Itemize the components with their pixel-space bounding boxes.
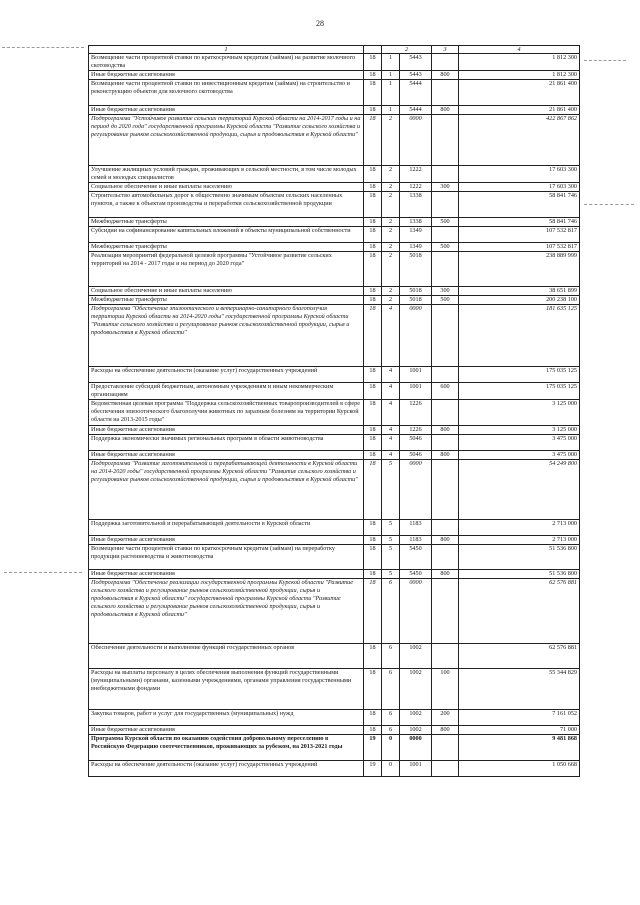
row-amount-cell: 422 867 862 [459, 115, 580, 166]
row-target-code-cell: 1002 [400, 726, 432, 735]
header-col-vr: 3 [432, 46, 459, 54]
row-program-code-cell: 19 [364, 735, 382, 761]
table-row [89, 426, 580, 435]
table-row [89, 54, 580, 71]
row-name-cell: Подпрограмма "Обеспечение реализации государственной программы Курской области "Развитие сельского хозяйства и регулирование рынков сельскохозяйственной продукции, сырья и продовольствия в Курской области" государственной программы Курской области "Развитие сельского хозяйства и регулирование рынков сельскохозяйственной продукции, сырья и продовольствия в Курской области" [89, 579, 364, 644]
table-row [89, 106, 580, 115]
row-target-code-cell: 0000 [400, 735, 432, 761]
row-name-cell: Обеспечение деятельности и выполнение функций государственных органов [89, 644, 364, 669]
table-row [89, 183, 580, 192]
row-program-code-cell: 18 [364, 710, 382, 726]
row-target-code-cell: 1226 [400, 400, 432, 426]
row-name-cell: Иные бюджетные ассигнования [89, 71, 364, 80]
row-program-code-cell: 18 [364, 520, 382, 536]
table-row [89, 252, 580, 287]
row-target-code-cell: 1222 [400, 166, 432, 183]
table-row [89, 287, 580, 296]
row-name-cell: Поддержка заготовительной и перерабатывающей деятельности в Курской области [89, 520, 364, 536]
header-col-amount: 4 [459, 46, 580, 54]
row-program-code-cell: 18 [364, 669, 382, 710]
row-amount-cell: 7 161 052 [459, 710, 580, 726]
row-program-code-cell: 18 [364, 579, 382, 644]
scan-artifact-line [584, 204, 634, 205]
row-name-cell: Подпрограмма "Устойчивое развитие сельских территорий Курской области на 2014-2017 годы и на период до 2020 года" государственной программы Курской области "Развитие сельского хозяйства и регулирование рынков сельскохозяйственной продукции, сырья и продовольствия в Курской области" [89, 115, 364, 166]
row-target-code-cell: 5018 [400, 287, 432, 296]
row-subprogram-code-cell: 1 [382, 106, 400, 115]
row-name-cell: Социальное обеспечение и иные выплаты населению [89, 287, 364, 296]
row-name-cell: Расходы на обеспечение деятельности (оказание услуг) государственных учреждений [89, 367, 364, 383]
row-amount-cell: 62 576 881 [459, 579, 580, 644]
row-subprogram-code-cell: 2 [382, 287, 400, 296]
subprogram-row [89, 579, 580, 644]
row-expense-type-cell [432, 166, 459, 183]
row-amount-cell: 3 125 000 [459, 400, 580, 426]
row-name-cell: Подпрограмма "Развитие заготовительной и перерабатывающей деятельности в Курской области на 2014-2020 годы" государственной программы Курской области "Развитие сельского хозяйства и регулирование рынков сельскохозяйственной продукции, сырья и продовольствия в Курской области" [89, 460, 364, 520]
row-expense-type-cell [432, 252, 459, 287]
row-program-code-cell: 18 [364, 80, 382, 106]
row-target-code-cell: 1002 [400, 644, 432, 669]
row-subprogram-code-cell: 2 [382, 296, 400, 305]
row-amount-cell: 1 050 668 [459, 761, 580, 777]
row-name-cell: Межбюджетные трансферты [89, 218, 364, 227]
row-target-code-cell: 1338 [400, 192, 432, 218]
row-amount-cell: 38 651 899 [459, 287, 580, 296]
row-expense-type-cell: 500 [432, 296, 459, 305]
row-target-code-cell: 1349 [400, 243, 432, 252]
row-expense-type-cell: 200 [432, 710, 459, 726]
row-name-cell: Подпрограмма "Обеспечение эпизоотического и ветеринарно-санитарного благополучия территории Курской области на 2014-2020 годы" государственной программы Курской области "Развитие сельского хозяйства и регулирование рынков сельскохозяйственной продукции, сырья и продовольствия в Курской области" [89, 305, 364, 367]
row-amount-cell: 238 889 999 [459, 252, 580, 287]
row-expense-type-cell [432, 520, 459, 536]
row-target-code-cell: 5444 [400, 106, 432, 115]
row-name-cell: Предоставление субсидий бюджетным, автономным учреждениям и иным некоммерческим организациям [89, 383, 364, 400]
row-subprogram-code-cell: 2 [382, 227, 400, 243]
row-program-code-cell: 18 [364, 644, 382, 669]
subprogram-row [89, 460, 580, 520]
table-row [89, 726, 580, 735]
row-amount-cell: 58 841 746 [459, 218, 580, 227]
row-expense-type-cell: 300 [432, 183, 459, 192]
header-col-code: 2 [382, 46, 432, 54]
row-subprogram-code-cell: 0 [382, 761, 400, 777]
row-target-code-cell: 1002 [400, 669, 432, 710]
row-amount-cell: 55 344 829 [459, 669, 580, 710]
table-row [89, 520, 580, 536]
row-expense-type-cell: 800 [432, 726, 459, 735]
row-subprogram-code-cell: 2 [382, 115, 400, 166]
row-program-code-cell: 18 [364, 71, 382, 80]
row-program-code-cell: 19 [364, 761, 382, 777]
row-amount-cell: 21 861 400 [459, 106, 580, 115]
row-subprogram-code-cell: 2 [382, 166, 400, 183]
row-amount-cell: 17 603 300 [459, 166, 580, 183]
table-row [89, 435, 580, 451]
table-row [89, 367, 580, 383]
row-program-code-cell: 18 [364, 115, 382, 166]
row-subprogram-code-cell: 5 [382, 545, 400, 570]
row-name-cell: Расходы на обеспечение деятельности (оказание услуг) государственных учреждений [89, 761, 364, 777]
row-amount-cell: 51 536 800 [459, 545, 580, 570]
row-program-code-cell: 18 [364, 218, 382, 227]
row-target-code-cell: 0000 [400, 579, 432, 644]
table-row [89, 669, 580, 710]
table-row [89, 227, 580, 243]
row-program-code-cell: 18 [364, 460, 382, 520]
row-target-code-cell: 5443 [400, 54, 432, 71]
row-subprogram-code-cell: 1 [382, 80, 400, 106]
table-row [89, 71, 580, 80]
row-program-code-cell: 18 [364, 296, 382, 305]
row-expense-type-cell: 800 [432, 71, 459, 80]
table-row [89, 710, 580, 726]
row-target-code-cell: 1226 [400, 426, 432, 435]
row-name-cell: Расходы на выплаты персоналу в целях обеспечения выполнения функций государственными (муниципальными) органами, казенными учреждениями, органами управления государственными внебюджетными фондами [89, 669, 364, 710]
row-name-cell: Межбюджетные трансферты [89, 296, 364, 305]
row-name-cell: Реализация мероприятий федеральной целевой программы "Устойчивое развитие сельских территорий на 2014 - 2017 годы и на период до 2020 года" [89, 252, 364, 287]
row-subprogram-code-cell: 5 [382, 460, 400, 520]
row-expense-type-cell: 500 [432, 218, 459, 227]
row-name-cell: Субсидии на софинансирование капитальных вложений в объекты муниципальной собственности [89, 227, 364, 243]
row-target-code-cell: 5018 [400, 296, 432, 305]
table-row [89, 192, 580, 218]
row-amount-cell: 175 035 125 [459, 367, 580, 383]
table-row [89, 80, 580, 106]
row-name-cell: Улучшение жилищных условий граждан, проживающих в сельской местности, в том числе молодых семей и молодых специалистов [89, 166, 364, 183]
row-amount-cell: 200 238 100 [459, 296, 580, 305]
row-amount-cell: 51 536 800 [459, 570, 580, 579]
row-target-code-cell: 5444 [400, 80, 432, 106]
row-subprogram-code-cell: 1 [382, 54, 400, 71]
row-expense-type-cell: 800 [432, 426, 459, 435]
table-row [89, 383, 580, 400]
row-amount-cell: 21 861 400 [459, 80, 580, 106]
row-expense-type-cell: 100 [432, 669, 459, 710]
table-row [89, 451, 580, 460]
row-expense-type-cell [432, 579, 459, 644]
row-program-code-cell: 18 [364, 227, 382, 243]
row-subprogram-code-cell: 4 [382, 435, 400, 451]
subprogram-row [89, 305, 580, 367]
row-subprogram-code-cell: 4 [382, 400, 400, 426]
row-name-cell: Возмещение части процентной ставки по краткосрочным кредитам (займам) на переработку продукции растениеводства и животноводства [89, 545, 364, 570]
row-target-code-cell: 1222 [400, 183, 432, 192]
row-expense-type-cell: 800 [432, 451, 459, 460]
budget-table [88, 45, 580, 777]
row-amount-cell: 181 635 125 [459, 305, 580, 367]
row-expense-type-cell: 600 [432, 383, 459, 400]
scan-artifact-line [2, 47, 84, 48]
row-name-cell: Иные бюджетные ассигнования [89, 426, 364, 435]
row-expense-type-cell: 800 [432, 536, 459, 545]
row-program-code-cell: 18 [364, 305, 382, 367]
row-name-cell: Строительство автомобильных дорог к общественно значимым объектам сельских населенных пунктов, а также к объектам производства и переработки сельскохозяйственной продукции [89, 192, 364, 218]
row-target-code-cell: 5046 [400, 435, 432, 451]
row-amount-cell: 107 532 817 [459, 243, 580, 252]
row-expense-type-cell [432, 761, 459, 777]
row-program-code-cell: 18 [364, 367, 382, 383]
row-subprogram-code-cell: 4 [382, 367, 400, 383]
row-target-code-cell: 1183 [400, 520, 432, 536]
row-target-code-cell: 0000 [400, 305, 432, 367]
row-program-code-cell: 18 [364, 400, 382, 426]
row-expense-type-cell [432, 54, 459, 71]
table-row [89, 166, 580, 183]
row-target-code-cell: 1001 [400, 761, 432, 777]
row-amount-cell: 17 603 300 [459, 183, 580, 192]
row-expense-type-cell [432, 227, 459, 243]
scan-artifact-line [4, 572, 82, 573]
row-program-code-cell: 18 [364, 426, 382, 435]
table-row [89, 296, 580, 305]
row-program-code-cell: 18 [364, 287, 382, 296]
row-name-cell: Возмещение части процентной ставки по инвестиционным кредитам (займам) на строительство и реконструкцию объектов для молочного скотоводства [89, 80, 364, 106]
row-subprogram-code-cell: 2 [382, 192, 400, 218]
row-program-code-cell: 18 [364, 451, 382, 460]
row-amount-cell: 62 576 881 [459, 644, 580, 669]
scan-artifact-line [584, 60, 626, 61]
row-name-cell: Программа Курской области по оказанию содействия добровольному переселению в Российскую Федерацию соотечественников, проживающих за рубежом, на 2013-2021 годы [89, 735, 364, 761]
row-expense-type-cell [432, 545, 459, 570]
row-subprogram-code-cell: 2 [382, 183, 400, 192]
row-program-code-cell: 18 [364, 54, 382, 71]
row-expense-type-cell: 800 [432, 570, 459, 579]
row-expense-type-cell [432, 192, 459, 218]
row-expense-type-cell [432, 735, 459, 761]
table-row [89, 536, 580, 545]
row-program-code-cell: 18 [364, 183, 382, 192]
subprogram-row [89, 115, 580, 166]
row-target-code-cell: 1338 [400, 218, 432, 227]
row-program-code-cell: 18 [364, 383, 382, 400]
row-program-code-cell: 18 [364, 545, 382, 570]
row-subprogram-code-cell: 2 [382, 243, 400, 252]
row-amount-cell: 54 249 800 [459, 460, 580, 520]
row-subprogram-code-cell: 5 [382, 570, 400, 579]
row-expense-type-cell [432, 367, 459, 383]
row-program-code-cell: 18 [364, 166, 382, 183]
row-expense-type-cell [432, 305, 459, 367]
row-target-code-cell: 1183 [400, 536, 432, 545]
row-expense-type-cell: 500 [432, 243, 459, 252]
row-program-code-cell: 18 [364, 570, 382, 579]
row-target-code-cell: 0000 [400, 115, 432, 166]
row-amount-cell: 3 475 000 [459, 435, 580, 451]
row-target-code-cell: 5018 [400, 252, 432, 287]
table-row [89, 243, 580, 252]
row-subprogram-code-cell: 4 [382, 426, 400, 435]
row-subprogram-code-cell: 5 [382, 520, 400, 536]
row-subprogram-code-cell: 0 [382, 735, 400, 761]
program-row [89, 735, 580, 761]
row-name-cell: Ведомственная целевая программа "Поддержка сельскохозяйственных товаропроизводителей в сфере обеспечения эпизоотического благополучия животных по заразным болезням на территории Курской области на 2013-2015 годы" [89, 400, 364, 426]
row-subprogram-code-cell: 6 [382, 579, 400, 644]
table-row [89, 218, 580, 227]
row-program-code-cell: 18 [364, 106, 382, 115]
row-subprogram-code-cell: 4 [382, 305, 400, 367]
row-target-code-cell: 5450 [400, 545, 432, 570]
row-name-cell: Возмещение части процентной ставки по краткосрочным кредитам (займам) на развитие молочного скотоводства [89, 54, 364, 71]
row-amount-cell: 2 713 000 [459, 520, 580, 536]
row-program-code-cell: 18 [364, 726, 382, 735]
table-row [89, 761, 580, 777]
row-name-cell: Социальное обеспечение и иные выплаты населению [89, 183, 364, 192]
row-name-cell: Иные бюджетные ассигнования [89, 106, 364, 115]
row-amount-cell: 9 481 868 [459, 735, 580, 761]
row-program-code-cell: 18 [364, 536, 382, 545]
row-expense-type-cell [432, 644, 459, 669]
row-program-code-cell: 18 [364, 192, 382, 218]
table-header-row [89, 46, 580, 54]
table-row [89, 400, 580, 426]
row-amount-cell: 1 812 300 [459, 71, 580, 80]
row-subprogram-code-cell: 6 [382, 669, 400, 710]
row-amount-cell: 3 125 000 [459, 426, 580, 435]
row-program-code-cell: 18 [364, 243, 382, 252]
row-subprogram-code-cell: 4 [382, 383, 400, 400]
row-expense-type-cell [432, 460, 459, 520]
row-expense-type-cell [432, 80, 459, 106]
row-target-code-cell: 1002 [400, 710, 432, 726]
header-col-name: 1 [89, 46, 364, 54]
row-target-code-cell: 0000 [400, 460, 432, 520]
row-expense-type-cell [432, 400, 459, 426]
row-subprogram-code-cell: 2 [382, 218, 400, 227]
row-subprogram-code-cell: 2 [382, 252, 400, 287]
table-row [89, 570, 580, 579]
row-program-code-cell: 18 [364, 252, 382, 287]
row-target-code-cell: 1349 [400, 227, 432, 243]
row-name-cell: Иные бюджетные ассигнования [89, 451, 364, 460]
header-col-empty [364, 46, 382, 54]
row-name-cell: Поддержка экономически значимых региональных программ в области животноводства [89, 435, 364, 451]
row-target-code-cell: 5443 [400, 71, 432, 80]
row-subprogram-code-cell: 6 [382, 644, 400, 669]
row-name-cell: Межбюджетные трансферты [89, 243, 364, 252]
row-target-code-cell: 5450 [400, 570, 432, 579]
row-program-code-cell: 18 [364, 435, 382, 451]
row-expense-type-cell: 800 [432, 106, 459, 115]
row-amount-cell: 2 713 000 [459, 536, 580, 545]
row-expense-type-cell [432, 435, 459, 451]
row-name-cell: Иные бюджетные ассигнования [89, 726, 364, 735]
row-expense-type-cell: 300 [432, 287, 459, 296]
row-amount-cell: 58 841 746 [459, 192, 580, 218]
row-subprogram-code-cell: 4 [382, 451, 400, 460]
row-target-code-cell: 1001 [400, 367, 432, 383]
row-subprogram-code-cell: 6 [382, 726, 400, 735]
table-row [89, 644, 580, 669]
row-target-code-cell: 5046 [400, 451, 432, 460]
row-subprogram-code-cell: 6 [382, 710, 400, 726]
row-amount-cell: 175 035 125 [459, 383, 580, 400]
row-amount-cell: 1 812 300 [459, 54, 580, 71]
row-target-code-cell: 1001 [400, 383, 432, 400]
row-amount-cell: 3 475 000 [459, 451, 580, 460]
row-name-cell: Закупка товаров, работ и услуг для государственных (муниципальных) нужд [89, 710, 364, 726]
row-amount-cell: 71 000 [459, 726, 580, 735]
page-number: 28 [316, 19, 324, 28]
row-subprogram-code-cell: 1 [382, 71, 400, 80]
row-name-cell: Иные бюджетные ассигнования [89, 536, 364, 545]
row-name-cell: Иные бюджетные ассигнования [89, 570, 364, 579]
row-amount-cell: 107 532 817 [459, 227, 580, 243]
row-subprogram-code-cell: 5 [382, 536, 400, 545]
row-expense-type-cell [432, 115, 459, 166]
table-row [89, 545, 580, 570]
